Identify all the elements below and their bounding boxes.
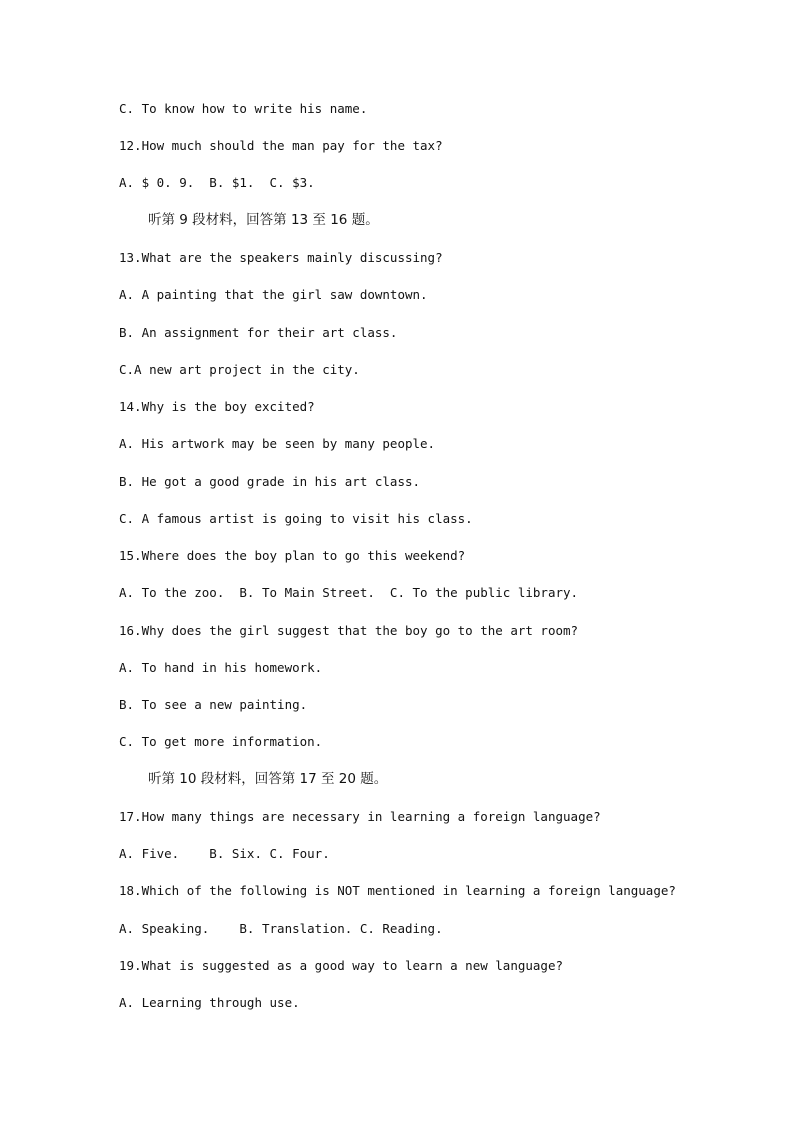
option-line: A. Learning through use.	[119, 995, 300, 1010]
question-line: 19.What is suggested as a good way to learn a new language?	[119, 958, 564, 973]
question-line: 14.Why is the boy excited?	[119, 399, 315, 414]
question-line: 12.How much should the man pay for the tax?	[119, 138, 443, 153]
question-line: 13.What are the speakers mainly discussing?	[119, 250, 443, 265]
section-heading: 听第 9 段材料，回答第 13 至 16 题。	[148, 212, 379, 228]
section-heading: 听第 10 段材料，回答第 17 至 20 题。	[148, 771, 388, 787]
option-line: C. A famous artist is going to visit his class.	[119, 511, 473, 526]
option-line: B. An assignment for their art class.	[119, 325, 398, 340]
option-line: A. To the zoo. B. To Main Street. C. To the public library.	[119, 585, 579, 600]
option-line: C. To get more information.	[119, 734, 323, 749]
option-line: C.A new art project in the city.	[119, 362, 360, 377]
question-line: 17.How many things are necessary in learning a foreign language?	[119, 809, 601, 824]
question-line: 16.Why does the girl suggest that the boy go to the art room?	[119, 623, 579, 638]
option-line: A. $ 0. 9. B. $1. C. $3.	[119, 175, 315, 190]
option-line: C. To know how to write his name.	[119, 101, 368, 116]
option-line: A. A painting that the girl saw downtown.	[119, 287, 428, 302]
option-line: A. To hand in his homework.	[119, 660, 323, 675]
option-line: B. He got a good grade in his art class.	[119, 474, 421, 489]
option-line: A. Five. B. Six. C. Four.	[119, 846, 330, 861]
option-line: A. Speaking. B. Translation. C. Reading.	[119, 921, 443, 936]
question-line: 18.Which of the following is NOT mentioned in learning a foreign language?	[119, 883, 676, 898]
option-line: A. His artwork may be seen by many people.	[119, 436, 436, 451]
option-line: B. To see a new painting.	[119, 697, 308, 712]
question-line: 15.Where does the boy plan to go this weekend?	[119, 548, 466, 563]
